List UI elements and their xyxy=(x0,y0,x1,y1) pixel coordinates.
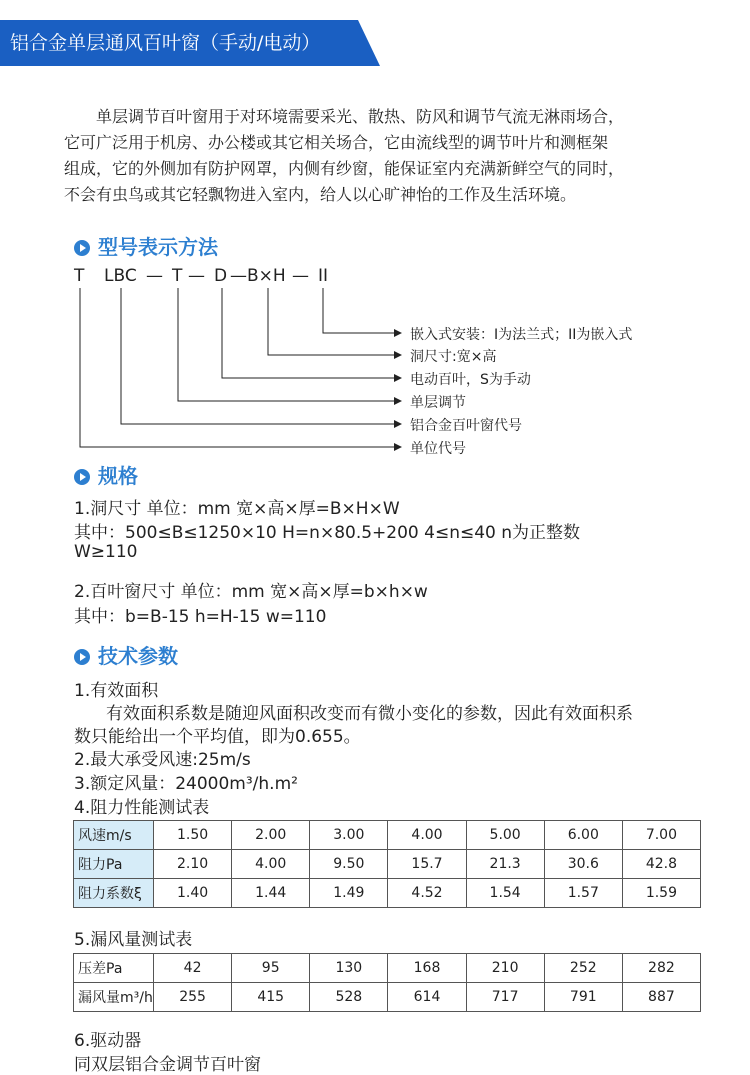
table-cell: 1.57 xyxy=(544,879,622,908)
table-cell: 42.8 xyxy=(622,850,700,879)
tech-line: 4.阻力性能测试表 xyxy=(74,798,210,818)
intro-line: 它可广泛用于机房、办公楼或其它相关场合，它由流线型的调节叶片和测框架 xyxy=(64,133,609,152)
spec-line: 2.百叶窗尺寸 单位：mm 宽×高×厚=b×h×w xyxy=(74,582,428,602)
legend-opening-size: 洞尺寸:宽×高 xyxy=(410,349,497,365)
legend-louver-code: 铝合金百叶窗代号 xyxy=(410,418,522,434)
code-part: — xyxy=(292,266,309,286)
code-part: T xyxy=(172,266,183,286)
table-cell: 168 xyxy=(388,954,466,983)
table-cell: 6.00 xyxy=(544,821,622,850)
table-row xyxy=(74,879,701,908)
table-row xyxy=(74,954,701,983)
section-heading-model: 型号表示方法 xyxy=(74,232,218,262)
legend-install-type: 嵌入式安装：I为法兰式；II为嵌入式 xyxy=(410,327,633,343)
code-part: II xyxy=(318,266,329,286)
legend-single-layer: 单层调节 xyxy=(410,395,466,411)
row-header: 阻力Pa xyxy=(74,850,154,879)
code-part: —B×H xyxy=(230,266,286,286)
table-cell: 15.7 xyxy=(388,850,466,879)
table-cell: 717 xyxy=(466,983,544,1012)
code-part: — xyxy=(188,266,205,286)
table-cell: 252 xyxy=(544,954,622,983)
code-part: D xyxy=(214,266,228,286)
table-cell: 5.00 xyxy=(466,821,544,850)
table-row xyxy=(74,983,701,1012)
table-cell: 7.00 xyxy=(622,821,700,850)
table-cell: 1.49 xyxy=(310,879,388,908)
table-cell: 4.00 xyxy=(232,850,310,879)
table-cell: 4.52 xyxy=(388,879,466,908)
table-row xyxy=(74,821,701,850)
table-cell: 415 xyxy=(232,983,310,1012)
tech-line: 1.有效面积 xyxy=(74,681,159,701)
table-cell: 255 xyxy=(154,983,232,1012)
row-header: 风速m/s xyxy=(74,821,154,850)
table-cell: 2.10 xyxy=(154,850,232,879)
code-part: LBC xyxy=(104,266,137,286)
table-cell: 614 xyxy=(388,983,466,1012)
code-part: — xyxy=(146,266,163,286)
tech-line: 有效面积系数是随迎风面积改变而有微小变化的参数，因此有效面积系 xyxy=(106,704,633,724)
spec-line: W≥110 xyxy=(74,542,138,562)
tech-line: 数只能给出一个平均值，即为0.655。 xyxy=(74,727,361,747)
tech-line: 2.最大承受风速:25m/s xyxy=(74,750,251,770)
table-cell: 210 xyxy=(466,954,544,983)
driver-line: 同双层铝合金调节百叶窗 xyxy=(74,1055,261,1075)
table-cell: 2.00 xyxy=(232,821,310,850)
table-cell: 42 xyxy=(154,954,232,983)
intro-line: 单层调节百叶窗用于对环境需要采光、散热、防风和调节气流无淋雨场合， xyxy=(96,107,625,126)
driver-line: 6.驱动器 xyxy=(74,1031,142,1051)
row-header: 压差Pa xyxy=(74,954,154,983)
table-cell: 1.59 xyxy=(622,879,700,908)
legend-electric: 电动百叶，S为手动 xyxy=(410,372,531,388)
resistance-table xyxy=(73,820,701,908)
table-row xyxy=(74,850,701,879)
section-heading-tech: 技术参数 xyxy=(74,641,178,671)
page-title: 铝合金单层通风百叶窗（手动/电动） xyxy=(10,32,321,54)
play-bullet-icon xyxy=(74,649,90,665)
table-cell: 887 xyxy=(622,983,700,1012)
table-cell: 528 xyxy=(310,983,388,1012)
play-bullet-icon xyxy=(74,469,90,485)
row-header: 漏风量m³/h xyxy=(74,983,154,1012)
table-cell: 21.3 xyxy=(466,850,544,879)
table-cell: 4.00 xyxy=(388,821,466,850)
table-cell: 1.54 xyxy=(466,879,544,908)
spec-line: 其中：b=B-15 h=H-15 w=110 xyxy=(74,607,327,627)
table-cell: 282 xyxy=(622,954,700,983)
leak-table-title: 5.漏风量测试表 xyxy=(74,930,193,950)
table-cell: 30.6 xyxy=(544,850,622,879)
section-heading-spec: 规格 xyxy=(74,461,138,491)
table-cell: 9.50 xyxy=(310,850,388,879)
table-cell: 1.44 xyxy=(232,879,310,908)
table-cell: 3.00 xyxy=(310,821,388,850)
intro-line: 不会有虫鸟或其它轻飘物进入室内，给人以心旷神怡的工作及生活环境。 xyxy=(64,185,577,204)
legend-unit-code: 单位代号 xyxy=(410,441,466,457)
leakage-table xyxy=(73,953,701,1012)
model-connector-lines xyxy=(0,0,750,470)
spec-line: 其中：500≤B≤1250×10 H=n×80.5+200 4≤n≤40 n为正整数 xyxy=(74,523,581,543)
intro-line: 组成，它的外侧加有防护网罩，内侧有纱窗，能保证室内充满新鲜空气的同时， xyxy=(64,159,625,178)
tech-line: 3.额定风量：24000m³/h.m² xyxy=(74,774,298,794)
table-cell: 1.50 xyxy=(154,821,232,850)
row-header: 阻力系数ξ xyxy=(74,879,154,908)
table-cell: 95 xyxy=(232,954,310,983)
table-cell: 1.40 xyxy=(154,879,232,908)
code-part: T xyxy=(74,266,85,286)
spec-line: 1.洞尺寸 单位：mm 宽×高×厚=B×H×W xyxy=(74,499,400,519)
table-cell: 130 xyxy=(310,954,388,983)
table-cell: 791 xyxy=(544,983,622,1012)
